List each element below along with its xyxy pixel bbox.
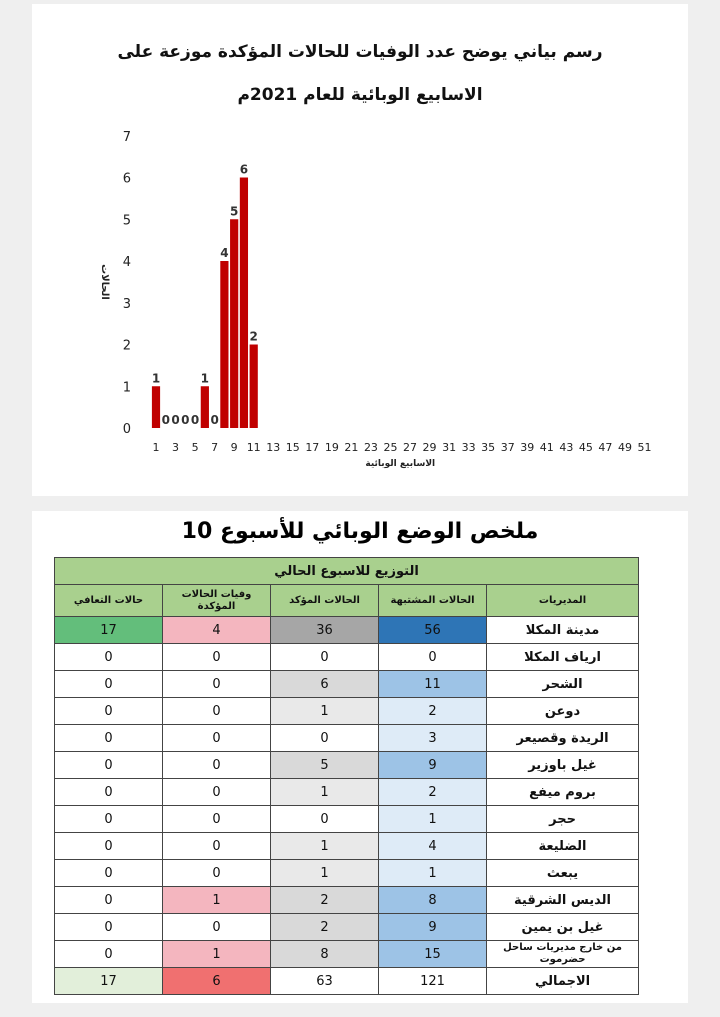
table-row xyxy=(55,779,639,806)
cell-confirmed: 6 xyxy=(271,671,379,698)
col-header-deaths-line1: وفيات الحالات xyxy=(181,588,252,600)
cell-recovered: 0 xyxy=(55,833,163,860)
bar-data-label: 0 xyxy=(181,413,190,427)
cell-deaths: 0 xyxy=(163,698,271,725)
cell-suspected: 4 xyxy=(379,833,487,860)
cell-confirmed: 0 xyxy=(271,806,379,833)
cell-region: دوعن xyxy=(487,698,639,725)
chart-title-line1: رسم بياني يوضح عدد الوفيات للحالات المؤكدة موزعة على xyxy=(117,42,603,62)
x-tick-label: 21 xyxy=(344,441,359,454)
x-tick-label: 33 xyxy=(461,441,476,454)
x-tick-label: 45 xyxy=(578,441,593,454)
cell-deaths: 1 xyxy=(163,941,271,968)
cell-recovered: 17 xyxy=(55,617,163,644)
table-heading: ملخص الوضع الوبائي للأسبوع 10 xyxy=(181,519,539,544)
y-tick-label: 0 xyxy=(122,422,131,437)
cell-deaths: 4 xyxy=(163,617,271,644)
col-header-confirmed: الحالات المؤكد xyxy=(271,585,379,617)
cell-deaths: 0 xyxy=(163,860,271,887)
x-tick-label: 37 xyxy=(500,441,515,454)
x-tick-label: 11 xyxy=(246,441,261,454)
x-tick-label: 27 xyxy=(403,441,418,454)
x-tick-label: 19 xyxy=(324,441,339,454)
x-tick-label: 39 xyxy=(520,441,535,454)
cell-deaths: 0 xyxy=(163,914,271,941)
cell-confirmed: 36 xyxy=(271,617,379,644)
y-tick-label: 4 xyxy=(122,255,131,270)
bar-data-label: 4 xyxy=(220,246,229,260)
cell-recovered: 0 xyxy=(55,752,163,779)
table-band-header: التوزيع للاسبوع الحالي xyxy=(55,558,639,585)
cell-recovered: 0 xyxy=(55,941,163,968)
cell-recovered: 0 xyxy=(55,671,163,698)
x-tick-label: 31 xyxy=(442,441,457,454)
x-tick-label: 29 xyxy=(422,441,437,454)
cell-suspected: 0 xyxy=(379,644,487,671)
cell-confirmed: 8 xyxy=(271,941,379,968)
table-row xyxy=(55,887,639,914)
cell-deaths: 6 xyxy=(163,968,271,995)
cell-confirmed: 2 xyxy=(271,887,379,914)
cell-recovered: 0 xyxy=(55,914,163,941)
table-header-row xyxy=(55,585,639,617)
cell-deaths: 0 xyxy=(163,644,271,671)
cell-region: الشحر xyxy=(487,671,639,698)
bar xyxy=(250,345,258,429)
cell-deaths: 0 xyxy=(163,833,271,860)
bar-data-label: 1 xyxy=(151,371,161,386)
cell-region: يبعث xyxy=(487,860,639,887)
cell-region: من خارج مديريات ساحل حضرموت xyxy=(487,941,639,968)
cell-recovered: 0 xyxy=(55,806,163,833)
cell-confirmed: 63 xyxy=(271,968,379,995)
bar xyxy=(230,219,238,428)
cell-suspected: 121 xyxy=(379,968,487,995)
cell-region: الاجمالي xyxy=(487,968,639,995)
cell-deaths: 1 xyxy=(163,887,271,914)
x-tick-label: 43 xyxy=(559,441,574,454)
x-tick-label: 23 xyxy=(363,441,378,454)
table-row xyxy=(55,806,639,833)
cell-recovered: 0 xyxy=(55,860,163,887)
cell-confirmed: 0 xyxy=(271,725,379,752)
x-tick-label: 25 xyxy=(383,441,398,454)
y-tick-label: 3 xyxy=(122,296,131,312)
table-row xyxy=(55,644,639,671)
cell-deaths: 0 xyxy=(163,806,271,833)
cell-confirmed: 1 xyxy=(271,833,379,860)
cell-suspected: 9 xyxy=(379,914,487,941)
x-tick-label: 35 xyxy=(481,441,496,454)
summary-table xyxy=(54,557,639,995)
cell-deaths: 0 xyxy=(163,779,271,806)
cell-region: ارياف المكلا xyxy=(487,644,639,671)
cell-confirmed: 1 xyxy=(271,698,379,725)
x-tick-label: 1 xyxy=(152,441,160,454)
bar-data-label: 6 xyxy=(239,162,249,177)
table-row xyxy=(55,725,639,752)
cell-region: غيل باوزير xyxy=(487,752,639,779)
bar xyxy=(152,386,160,428)
chart-card xyxy=(32,4,688,496)
cell-region: الديس الشرقية xyxy=(487,887,639,914)
cell-recovered: 0 xyxy=(55,887,163,914)
table-row xyxy=(55,698,639,725)
cell-region: بروم ميفع xyxy=(487,779,639,806)
table-row xyxy=(55,752,639,779)
bar xyxy=(201,386,209,428)
col-header-deaths-line2: المؤكدة xyxy=(197,600,236,612)
y-tick-label: 1 xyxy=(122,380,131,396)
bar xyxy=(220,261,228,428)
table-row xyxy=(55,914,639,941)
cell-confirmed: 2 xyxy=(271,914,379,941)
col-header-deaths xyxy=(163,585,271,617)
x-tick-label: 51 xyxy=(637,441,652,454)
cell-region: مدينة المكلا xyxy=(487,617,639,644)
y-axis-label: الحالات xyxy=(99,264,110,300)
bar xyxy=(240,178,248,429)
cell-suspected: 9 xyxy=(379,752,487,779)
x-tick-label: 3 xyxy=(172,441,180,454)
cell-region: غيل بن يمين xyxy=(487,914,639,941)
bar-data-label: 1 xyxy=(200,371,210,386)
cell-recovered: 17 xyxy=(55,968,163,995)
cell-region: حجر xyxy=(487,806,639,833)
cell-confirmed: 1 xyxy=(271,860,379,887)
x-tick-label: 17 xyxy=(305,441,320,454)
table-row xyxy=(55,860,639,887)
cell-confirmed: 1 xyxy=(271,779,379,806)
cell-suspected: 1 xyxy=(379,860,487,887)
col-header-region: المديريات xyxy=(487,585,639,617)
cell-suspected: 11 xyxy=(379,671,487,698)
x-tick-label: 5 xyxy=(191,441,199,454)
cell-region: الريدة وقصيعر xyxy=(487,725,639,752)
cell-suspected: 8 xyxy=(379,887,487,914)
x-tick-label: 15 xyxy=(285,441,300,454)
table-row xyxy=(55,671,639,698)
bar-data-label: 0 xyxy=(190,413,200,427)
cell-recovered: 0 xyxy=(55,779,163,806)
table-total-row xyxy=(55,968,639,995)
cell-recovered: 0 xyxy=(55,725,163,752)
col-header-suspected: الحالات المشتبهة xyxy=(379,585,487,617)
table-row xyxy=(55,617,639,644)
cell-deaths: 0 xyxy=(163,725,271,752)
x-tick-label: 41 xyxy=(539,441,554,454)
table-card xyxy=(32,511,688,1003)
cell-suspected: 15 xyxy=(379,941,487,968)
chart-title-line2: الاسابيع الوبائية للعام 2021م xyxy=(237,85,483,105)
cell-suspected: 2 xyxy=(379,698,487,725)
cell-confirmed: 5 xyxy=(271,752,379,779)
col-header-recovered: حالات التعافي xyxy=(55,585,163,617)
bar-data-label: 0 xyxy=(171,413,180,427)
y-tick-label: 5 xyxy=(122,213,131,229)
table-row xyxy=(55,833,639,860)
cell-suspected: 56 xyxy=(379,617,487,644)
x-axis-label: الاسابيع الوبائية xyxy=(365,459,436,469)
bar-chart xyxy=(32,4,688,496)
bar-data-label: 5 xyxy=(229,204,239,219)
x-tick-label: 49 xyxy=(617,441,632,454)
cell-deaths: 0 xyxy=(163,752,271,779)
x-tick-label: 7 xyxy=(211,441,219,454)
bar-data-label: 2 xyxy=(249,329,258,344)
y-tick-label: 2 xyxy=(122,338,131,354)
cell-recovered: 0 xyxy=(55,644,163,671)
cell-suspected: 1 xyxy=(379,806,487,833)
cell-suspected: 2 xyxy=(379,779,487,806)
table-row xyxy=(55,941,639,968)
cell-suspected: 3 xyxy=(379,725,487,752)
y-tick-label: 7 xyxy=(122,129,131,145)
cell-recovered: 0 xyxy=(55,698,163,725)
bar-data-label: 0 xyxy=(161,413,170,427)
cell-region: الضليعة xyxy=(487,833,639,860)
x-tick-label: 9 xyxy=(230,441,238,454)
x-tick-label: 13 xyxy=(266,441,281,454)
y-tick-label: 6 xyxy=(122,171,131,187)
cell-deaths: 0 xyxy=(163,671,271,698)
x-tick-label: 47 xyxy=(598,441,613,454)
cell-confirmed: 0 xyxy=(271,644,379,671)
bar-data-label: 0 xyxy=(210,413,219,427)
